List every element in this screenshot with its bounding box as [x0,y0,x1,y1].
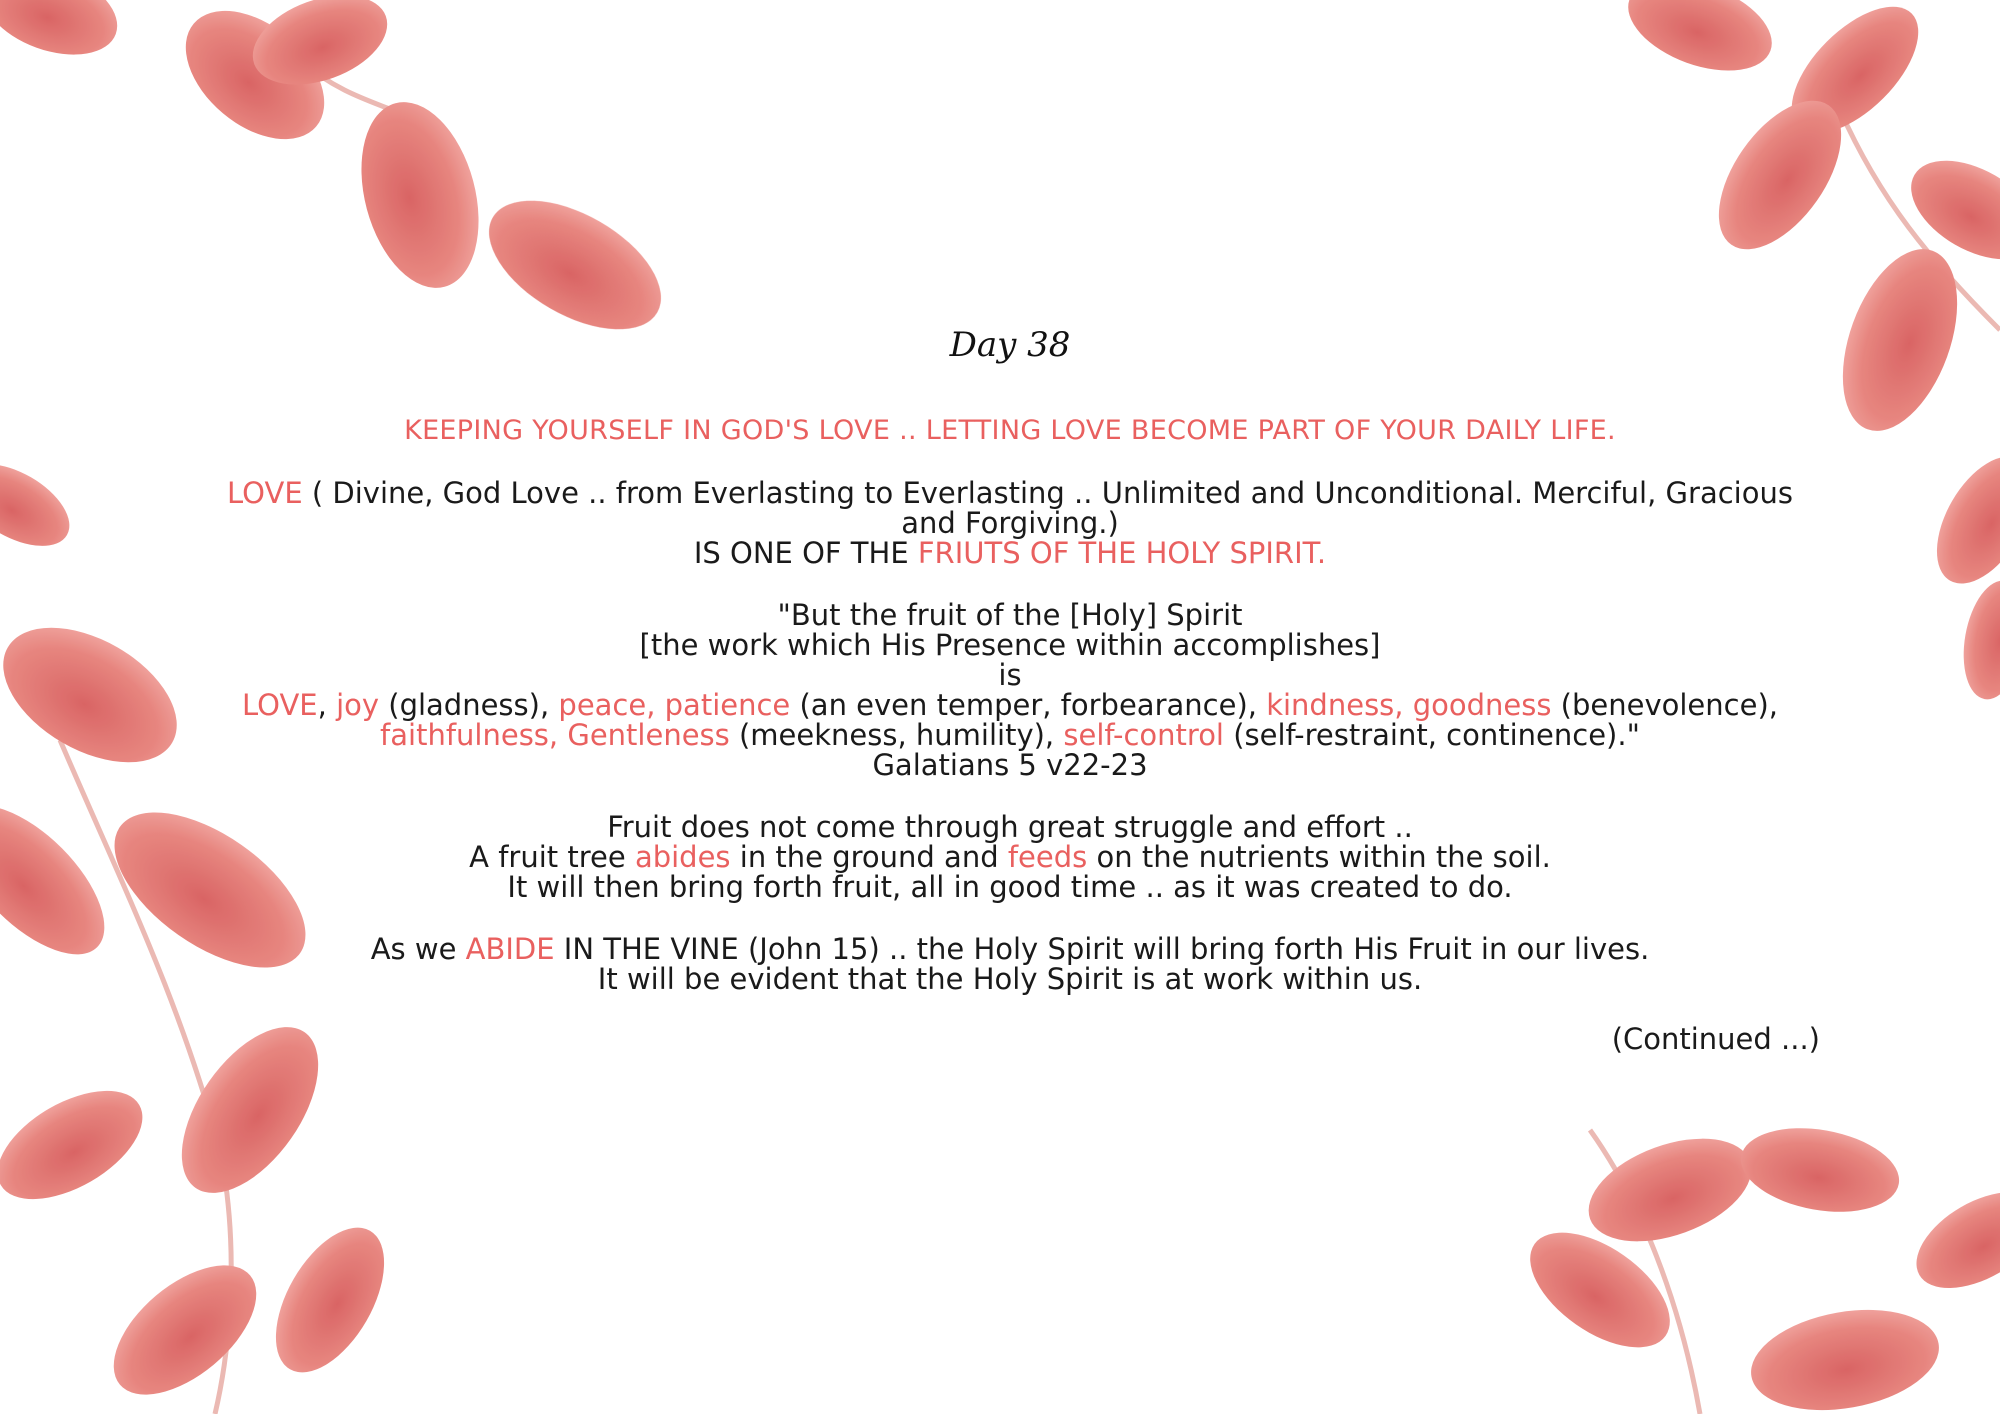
love-line-2: and Forgiving.) [901,506,1119,540]
heading: KEEPING YOURSELF IN GOD'S LOVE .. LETTING LOVE BECOME PART OF YOUR DAILY LIFE. [404,415,1616,446]
scripture-block [180,600,1840,780]
love-word: LOVE [227,476,303,510]
abide-line-1: As we ABIDE IN THE VINE (John 15) .. the Holy Spirit will bring forth His Fruit in our lives. [370,932,1650,966]
fruit-line-1: Fruit does not come through great struggle and effort .. [607,810,1413,844]
scripture-line-5: faithfulness, Gentleness (meekness, humility), self-control (self-restraint, continence)." [380,718,1640,752]
fruit-block [180,812,1840,902]
fruit-line-3: It will then bring forth fruit, all in good time .. as it was created to do. [507,870,1513,904]
scripture-line-3: is [998,658,1022,692]
abide-line-2: It will be evident that the Holy Spirit is at work within us. [597,962,1423,996]
abide-block [180,934,1840,994]
leaf-cluster-bottom-right [1510,1117,2000,1414]
love-line-1: LOVE ( Divine, God Love .. from Everlasting to Everlasting .. Unlimited and Unconditional. Merciful, Gracious [227,476,1793,510]
love-block [180,478,1840,568]
scripture-line-4: LOVE, joy (gladness), peace, patience (an even temper, forbearance), kindness, goodness (benevolence), [242,688,1778,722]
fruit-line-2: A fruit tree abides in the ground and feeds on the nutrients within the soil. [469,840,1551,874]
day-title: Day 38 [949,325,1071,365]
leaf-cluster-top-left [0,0,682,356]
love-line-3: IS ONE OF THE FRIUTS OF THE HOLY SPIRIT. [693,536,1327,570]
scripture-line-1: "But the fruit of the [Holy] Spirit [777,598,1243,632]
continued-note: (Continued ...) [1611,1022,1820,1056]
scripture-line-2: [the work which His Presence within accomplishes] [639,628,1381,662]
scripture-reference: Galatians 5 v22-23 [872,748,1148,782]
devotional-text [180,325,1840,1056]
leaf-cluster-right [1917,440,2000,704]
fruits-highlight: FRIUTS OF THE HOLY SPIRIT. [917,536,1327,570]
